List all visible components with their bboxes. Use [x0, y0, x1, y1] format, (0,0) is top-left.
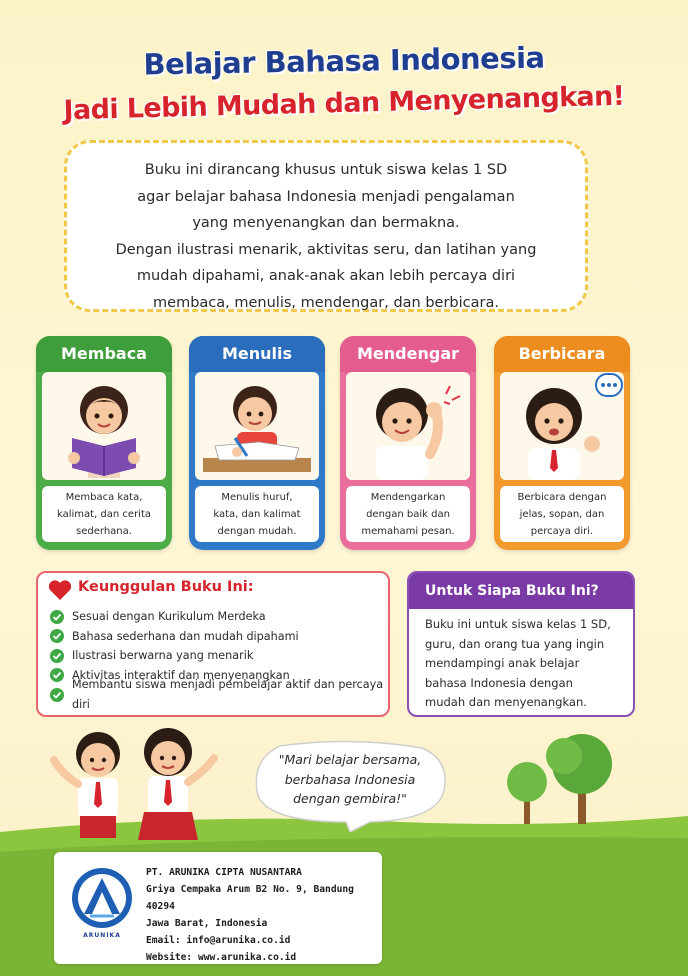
list-item	[50, 678, 388, 711]
publisher-footer	[54, 852, 382, 964]
advantage-text: Membantu siswa menjadi pembelajar aktif dan percaya diri	[72, 678, 384, 711]
logo-text: ARUNIKA	[83, 932, 121, 939]
check-icon	[50, 629, 64, 643]
listening-child-illustration	[346, 372, 470, 480]
intro-line: yang menyenangkan dan bermakna.	[192, 215, 460, 231]
desc-line: dengan mudah.	[217, 526, 297, 537]
desc-line: Mendengarkan	[370, 492, 446, 503]
audience-line: mudah dan menyenangkan.	[425, 695, 587, 709]
quote-line: "Mari belajar bersama,	[278, 752, 422, 767]
publisher-address: Griya Cempaka Arum B2 No. 9, Bandung 40294	[146, 884, 354, 912]
tree-illustration	[494, 730, 644, 830]
page-title: Belajar Bahasa Indonesia	[143, 40, 545, 82]
reading-child-illustration	[42, 372, 166, 480]
intro-line: agar belajar bahasa Indonesia menjadi pengalaman	[137, 188, 515, 205]
publisher-name: PT. ARUNIKA CIPTA NUSANTARA	[146, 867, 302, 878]
intro-box	[64, 140, 588, 312]
desc-line: memahami pesan.	[361, 526, 455, 537]
skill-card-title: Menulis	[189, 336, 325, 372]
advantage-text: Bahasa sederhana dan mudah dipahami	[72, 629, 299, 643]
skill-card-desc	[346, 486, 470, 542]
skill-card-title: Membaca	[36, 336, 172, 372]
skill-card-berbicara	[494, 336, 630, 550]
skill-card-mendengar	[340, 336, 476, 550]
desc-line: dengan baik dan	[366, 509, 450, 520]
audience-title: Untuk Siapa Buku Ini?	[409, 573, 633, 609]
list-item	[50, 646, 388, 666]
intro-line: mudah dipahami, anak-anak akan lebih percaya diri	[136, 268, 516, 284]
audience-line: bahasa Indonesia dengan	[425, 675, 573, 690]
desc-line: Membaca kata,	[65, 492, 143, 503]
skill-card-membaca	[36, 336, 172, 550]
check-icon	[50, 649, 64, 663]
desc-line: sederhana.	[76, 526, 132, 537]
skill-card-menulis	[189, 336, 325, 550]
advantages-title: Keunggulan Buku Ini:	[78, 579, 254, 595]
skill-card-title: Berbicara	[494, 336, 630, 372]
intro-line: Buku ini dirancang khusus untuk siswa kelas 1 SD	[144, 162, 508, 178]
publisher-info	[146, 864, 382, 966]
desc-line: jelas, sopan, dan	[519, 509, 605, 520]
advantage-text: Sesuai dengan Kurikulum Merdeka	[72, 610, 266, 623]
advantage-text: Aktivitas interaktif dan menyenangkan	[72, 668, 290, 682]
audience-body	[409, 609, 633, 713]
publisher-website: Website: www.arunika.co.id	[146, 952, 297, 963]
check-icon	[50, 688, 64, 702]
intro-line: Dengan ilustrasi menarik, aktivitas seru, dan latihan yang	[115, 241, 537, 258]
desc-line: Menulis huruf,	[221, 492, 293, 503]
heart-icon	[48, 579, 72, 601]
audience-line: mendampingi anak belajar	[425, 656, 580, 670]
publisher-email: Email: info@arunika.co.id	[146, 935, 291, 946]
advantages-box	[36, 571, 390, 717]
audience-box	[407, 571, 635, 717]
check-icon	[50, 610, 64, 624]
quote-line: berbahasa Indonesia	[284, 771, 416, 787]
audience-line: Buku ini untuk siswa kelas 1 SD,	[425, 617, 611, 631]
list-item	[50, 627, 388, 647]
skill-card-title: Mendengar	[340, 336, 476, 372]
writing-child-illustration	[195, 372, 319, 480]
quote-text	[258, 750, 442, 809]
skill-card-desc	[42, 486, 166, 542]
publisher-region: Jawa Barat, Indonesia	[146, 918, 268, 929]
check-icon	[50, 668, 64, 682]
speaking-child-illustration	[500, 372, 624, 480]
audience-line: guru, dan orang tua yang ingin	[425, 636, 605, 651]
desc-line: kata, dan kalimat	[213, 509, 301, 520]
waving-children-illustration	[40, 724, 230, 854]
publisher-logo	[70, 866, 134, 930]
desc-line: kalimat, dan cerita	[56, 509, 152, 520]
page-subtitle: Jadi Lebih Mudah dan Menyenangkan!	[63, 80, 625, 127]
quote-line: dengan gembira!"	[293, 791, 407, 806]
advantage-text: Ilustrasi berwarna yang menarik	[72, 649, 254, 662]
intro-line: membaca, menulis, mendengar, dan berbicara.	[153, 294, 499, 311]
skill-card-desc	[500, 486, 624, 542]
advantages-list	[50, 607, 388, 711]
skill-card-desc	[195, 486, 319, 542]
desc-line: Berbicara dengan	[517, 492, 607, 503]
desc-line: percaya diri.	[530, 526, 594, 537]
list-item	[50, 607, 388, 627]
